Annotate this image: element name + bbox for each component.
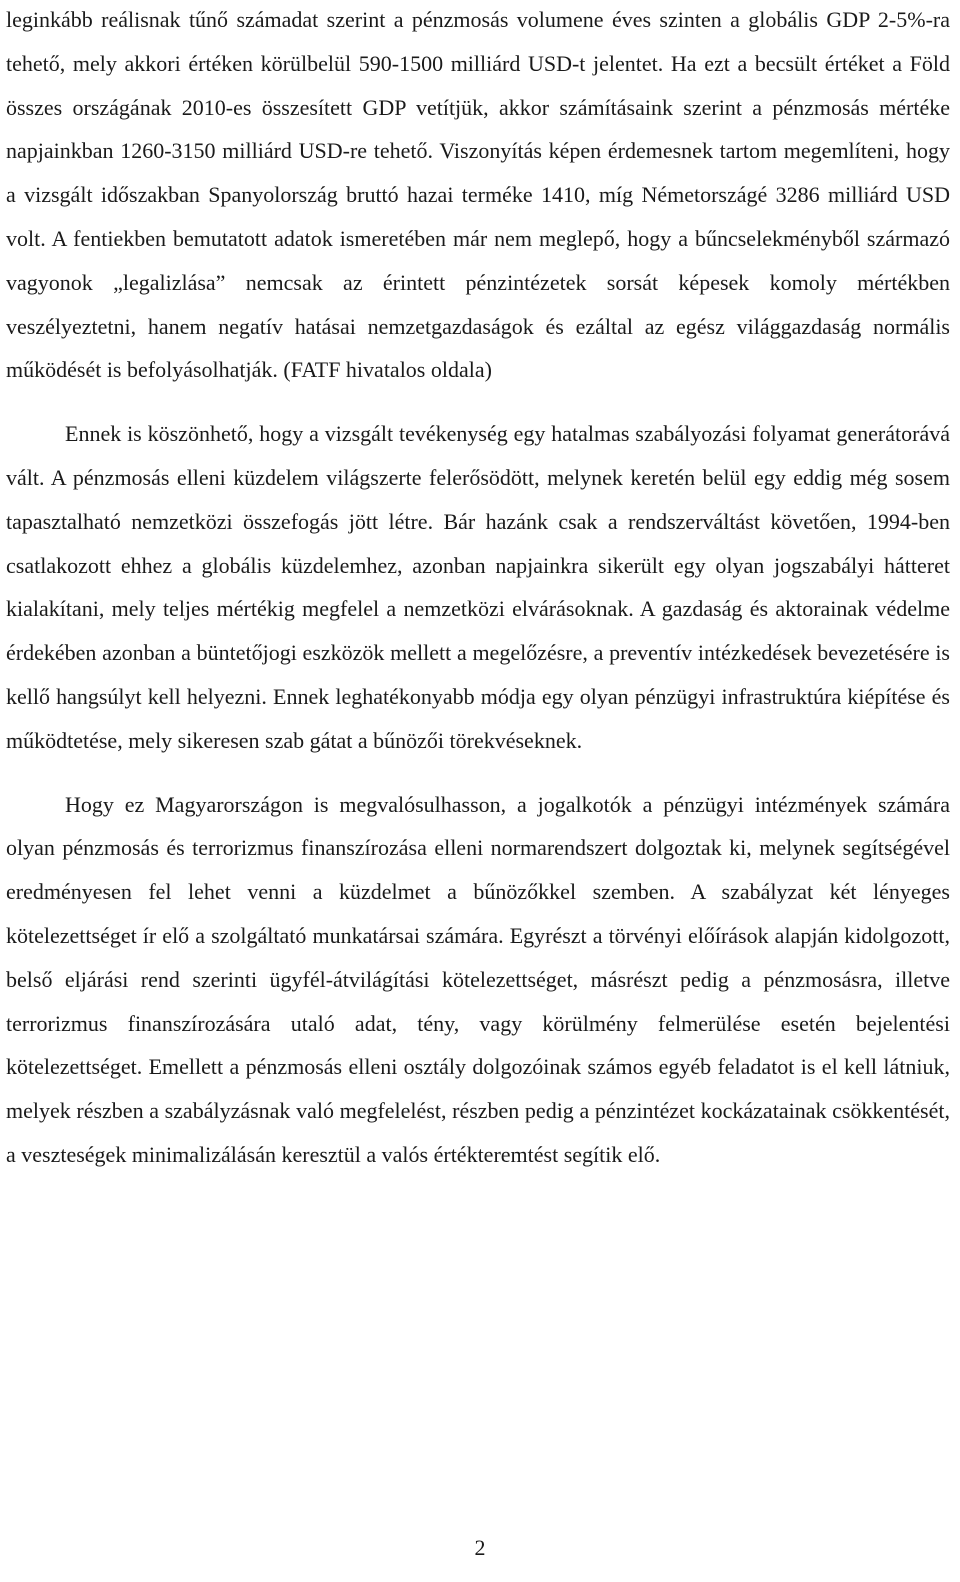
paragraph-2: Ennek is köszönhető, hogy a vizsgált tevékenység egy hatalmas szabályozási folyamat generátorává vált. A pénzmosás elleni küzdelem világszerte felerősödött, melynek keretén belül egy eddig még sosem tapasztalható nemzetközi összefogás jött létre. Bár hazánk csak a rendszerváltást követően, 1994-ben csatlakozott ehhez a globális küzdelemhez, azonban napjainkra sikerült egy olyan jogszabályi hátteret kialakítani, mely teljes mértékig megfelel a nemzetközi elvárásoknak. A gazdaság és aktorainak védelme érdekében azonban a büntetőjogi eszközök mellett a megelőzésre, a preventív intézkedések bevezetésére is kellő hangsúlyt kell helyezni. Ennek leghatékonyabb módja egy olyan pénzügyi infrastruktúra kiépítése és működtetése, mely sikeresen szab gátat a bűnözői törekvéseknek. — [6, 421, 950, 753]
paragraph-3: Hogy ez Magyarországon is megvalósulhasson, a jogalkotók a pénzügyi intézmények számára olyan pénzmosás és terrorizmus finanszírozása elleni normarendszert dolgoztak ki, melynek segítségével eredményesen fel lehet venni a küzdelmet a bűnözőkkel szemben. A szabályzat két lényeges kötelezettséget ír elő a szolgáltató munkatársai számára. Egyrészt a törvényi előírások alapján kidolgozott, belső eljárási rend szerinti ügyfél-átvilágítási kötelezettséget, másrészt pedig a pénzmosásra, illetve terrorizmus finanszírozására utaló adat, tény, vagy körülmény felmerülése esetén bejelentési kötelezettséget. Emellett a pénzmosás elleni osztály dolgozóinak számos egyéb feladatot is el kell látniuk, melyek részben a szabályzásnak való megfelelést, részben pedig a pénzintézet kockázatainak csökkentését, a veszteségek minimalizálásán keresztül a valós értékteremtést segítik elő. — [6, 791, 950, 1167]
paragraph-1: leginkább reálisnak tűnő számadat szerint a pénzmosás volumene éves szinten a globális GDP 2-5%-ra tehető, mely akkori értéken körülbelül 590-1500 milliárd USD-t jelentet. Ha ezt a becsült értéket a Föld összes országának 2010-es összesített GDP vetítjük, akkor számításaink szerint a pénzmosás mértéke napjainkban 1260-3150 milliárd USD-re tehető. Viszonyítás képen érdemesnek tartom megemlíteni, hogy a vizsgált időszakban Spanyolország bruttó hazai terméke 1410, míg Németországé 3286 milliárd USD volt. A fentiekben bemutatott adatok ismeretében már nem meglepő, hogy a bűncselekményből származó vagyonok „legalizlása” nemcsak az érintett pénzintézetek sorsát képesek komoly mértékben veszélyeztetni, hanem negatív hatásai nemzetgazdaságok és ezáltal az egész világgazdaság normális működését is befolyásolhatják. (FATF hivatalos oldala) — [6, 7, 950, 383]
page-number: 2 — [474, 1535, 486, 1560]
document-page — [6, 0, 950, 1177]
